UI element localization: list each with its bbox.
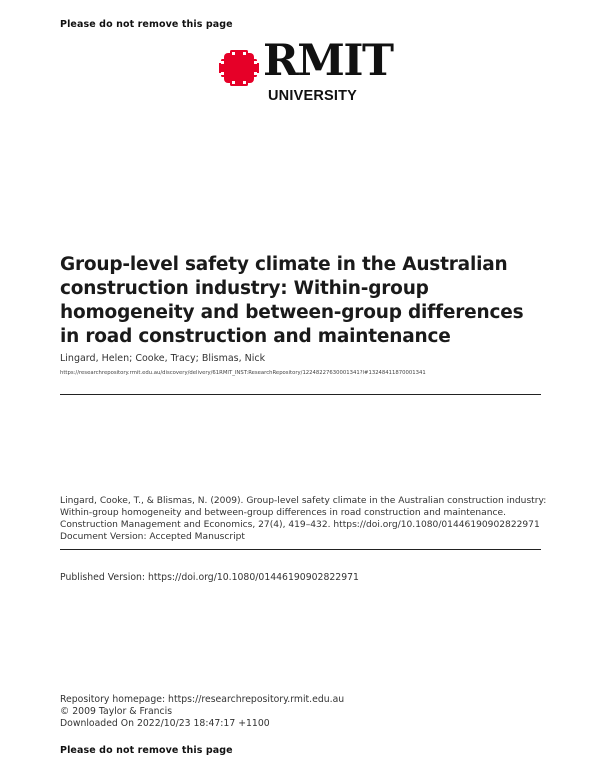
citation-block bbox=[60, 495, 545, 543]
citation-line: Construction Management and Economics, 27(4), 419–432. https://doi.org/10.1080/01446190902822971 bbox=[60, 520, 540, 530]
rmit-logo bbox=[219, 36, 393, 110]
authors: Lingard, Helen; Cooke, Tracy; Blismas, Nick bbox=[60, 353, 266, 364]
citation-line: Within-group homogeneity and between-group differences in road construction and maintenance. bbox=[60, 508, 506, 518]
divider-top bbox=[60, 394, 541, 395]
logo-subtitle: UNIVERSITY bbox=[268, 88, 358, 104]
published-version: Published Version: https://doi.org/10.1080/01446190902822971 bbox=[60, 572, 359, 583]
bottom-notice: Please do not remove this page bbox=[60, 745, 233, 756]
logo-wordmark: RMIT bbox=[263, 36, 393, 86]
rmit-logo-mark-icon bbox=[219, 50, 259, 86]
divider-bottom bbox=[60, 549, 541, 550]
repository-homepage: Repository homepage: https://researchrepository.rmit.edu.au bbox=[60, 694, 345, 705]
paper-title: Group-level safety climate in the Australian construction industry: Within-group homogeneity and between-group differences in road construction and maintenance bbox=[60, 254, 524, 347]
repository-link[interactable]: https://researchrepository.rmit.edu.au/discovery/delivery/61RMIT_INST:ResearchRepository/12248227630001341?l#13248411870001341 bbox=[60, 370, 426, 376]
footer-block bbox=[60, 694, 344, 730]
copyright: © 2009 Taylor & Francis bbox=[60, 706, 173, 717]
top-notice: Please do not remove this page bbox=[60, 19, 233, 30]
citation-line: Lingard, Cooke, T., & Blismas, N. (2009). Group-level safety climate in the Australian construction industry: bbox=[60, 496, 547, 506]
download-date: Downloaded On 2022/10/23 18:47:17 +1100 bbox=[60, 718, 270, 729]
document-version: Document Version: Accepted Manuscript bbox=[60, 532, 245, 542]
